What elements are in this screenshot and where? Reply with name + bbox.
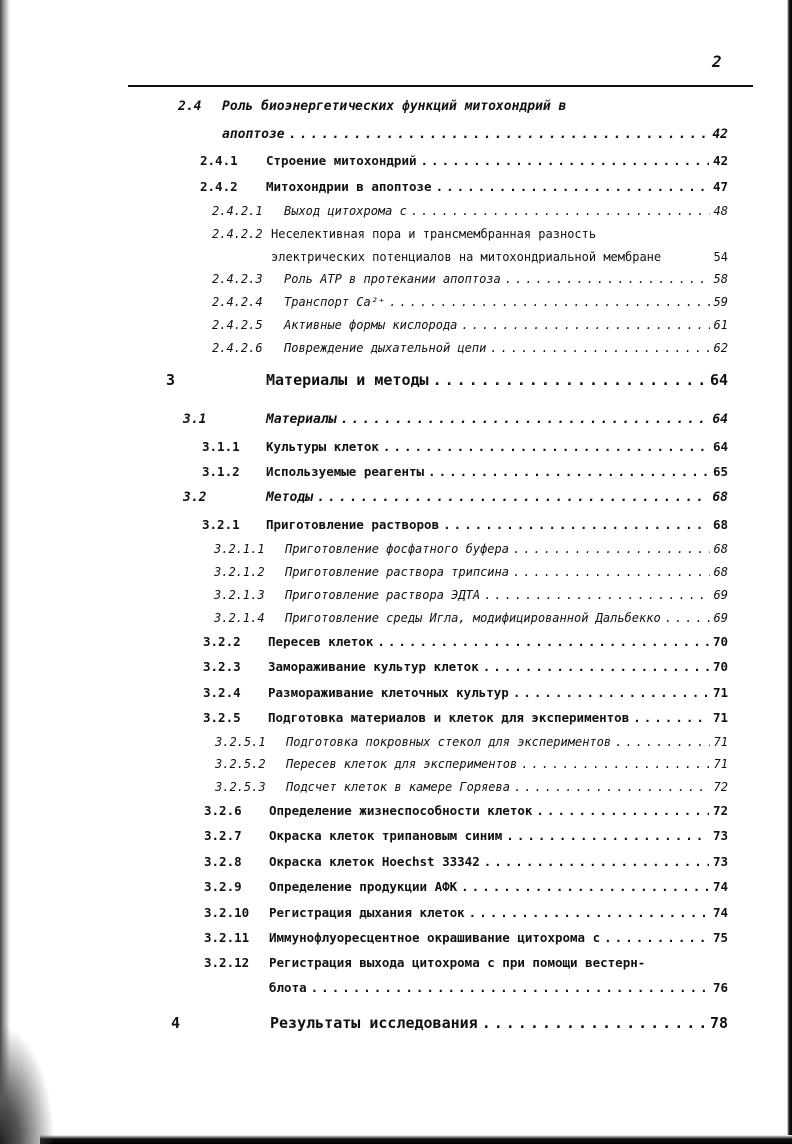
- toc-page: 42: [712, 153, 728, 168]
- toc-title: апоптозе: [222, 127, 285, 142]
- toc-number: 3.2.12: [204, 955, 250, 970]
- toc-page: 76: [712, 980, 728, 995]
- toc-number: 4: [171, 1014, 181, 1032]
- toc-page: 69: [713, 588, 728, 602]
- toc-title: Культуры клеток: [266, 439, 379, 454]
- toc-number: 3.2: [183, 490, 207, 505]
- toc-page: 73: [712, 854, 728, 869]
- toc-leader: [482, 1014, 706, 1032]
- toc-page: 62: [713, 341, 728, 355]
- toc-number: 3.2.4: [203, 685, 241, 700]
- toc-title: электрических потенциалов на митохондриальной мембране: [271, 250, 662, 264]
- toc-page: 72: [713, 780, 728, 794]
- toc-page: 54: [713, 250, 728, 264]
- toc-page: 68: [712, 490, 728, 505]
- toc-number: 2.4.2.3: [212, 272, 263, 286]
- toc-number: 2.4.2.6: [212, 341, 263, 355]
- toc-number: 2.4.2.2: [212, 227, 263, 241]
- toc-page: 70: [712, 659, 728, 674]
- toc-title: Используемые реагенты: [266, 464, 425, 479]
- toc-leader: [513, 565, 710, 579]
- toc-leader: [483, 659, 709, 674]
- toc-page: 68: [713, 565, 728, 579]
- toc-leader: [513, 685, 709, 700]
- page-number: 2: [712, 52, 722, 71]
- toc-title: Активные формы кислорода: [284, 318, 458, 332]
- toc-page: 65: [712, 464, 728, 479]
- toc-number: 3.2.5.3: [215, 780, 266, 794]
- toc-title: Приготовление фосфатного буфера: [285, 542, 509, 556]
- toc-leader: [514, 780, 710, 794]
- toc-title: Пересев клеток для экспериментов: [286, 757, 518, 771]
- toc-title: Подготовка покровных стекол для экспериментов: [286, 735, 612, 749]
- toc-number: 2.4.1: [200, 153, 238, 168]
- toc-number: 3.2.2: [203, 634, 241, 649]
- scan-right-edge: [787, 0, 792, 1144]
- toc-number: 3: [166, 371, 176, 389]
- toc-title: Подготовка материалов и клеток для экспериментов: [268, 710, 630, 725]
- toc-number: 3.2.5.2: [215, 757, 266, 771]
- toc-leader: [506, 828, 709, 843]
- toc-title: Приготовление раствора ЭДТА: [285, 588, 481, 602]
- toc-number: 3.1.1: [202, 439, 240, 454]
- toc-page: 64: [712, 439, 728, 454]
- toc-title: Выход цитохрома c: [284, 204, 407, 218]
- toc-number: 3.2.1.4: [214, 611, 265, 625]
- toc-title: Окраска клеток трипановым синим: [269, 828, 503, 843]
- toc-leader: [615, 735, 709, 749]
- toc-title: Замораживание культур клеток: [268, 659, 479, 674]
- toc-page: 48: [713, 204, 728, 218]
- toc-title: Повреждение дыхательной цепи: [284, 341, 487, 355]
- toc-leader: [383, 439, 709, 454]
- toc-leader: [289, 127, 709, 142]
- toc-title: Приготовление растворов: [266, 517, 440, 532]
- toc-title: Неселективная пора и трансмембранная разность: [271, 227, 597, 241]
- toc-title: Приготовление раствора трипсина: [285, 565, 509, 579]
- toc-page: 71: [713, 757, 728, 771]
- toc-page: 72: [712, 803, 728, 818]
- toc-title: Строение митохондрий: [266, 153, 417, 168]
- toc-title: Иммунофлуоресцентное окрашивание цитохрома c: [269, 930, 601, 945]
- toc-page: 68: [713, 542, 728, 556]
- toc-leader: [433, 371, 706, 389]
- toc-leader: [421, 153, 709, 168]
- toc-leader: [536, 803, 709, 818]
- toc-number: 3.2.1.2: [214, 565, 265, 579]
- toc-page: 64: [712, 412, 728, 427]
- toc-leader: [317, 490, 708, 505]
- toc-number: 3.2.7: [204, 828, 242, 843]
- toc-leader: [469, 905, 709, 920]
- scan-left-edge: [0, 0, 10, 1144]
- toc-title: Определение продукции АФК: [269, 879, 458, 894]
- toc-leader: [490, 341, 709, 355]
- toc-leader: [461, 879, 709, 894]
- toc-leader: [484, 854, 709, 869]
- toc-leader: [521, 757, 709, 771]
- toc-page: 68: [712, 517, 728, 532]
- toc-leader: [411, 204, 710, 218]
- toc-number: 2.4: [178, 99, 202, 114]
- toc-title: Окраска клеток Hoechst 33342: [269, 854, 480, 869]
- toc-title: Транспорт Ca²⁺: [284, 295, 386, 309]
- toc-number: 3.2.1.1: [214, 542, 265, 556]
- toc-title: Результаты исследования: [270, 1014, 478, 1032]
- toc-number: 2.4.2: [200, 179, 238, 194]
- toc-number: 3.2.1: [202, 517, 240, 532]
- toc-title: Приготовление среды Игла, модифицированной Дальбекко: [285, 611, 661, 625]
- toc-number: 3.2.6: [204, 803, 242, 818]
- toc-title: Регистрация дыхания клеток: [269, 905, 465, 920]
- toc-number: 2.4.2.5: [212, 318, 263, 332]
- toc-leader: [484, 588, 709, 602]
- toc-page: 74: [712, 879, 728, 894]
- toc-page: 73: [712, 828, 728, 843]
- scan-corner-shadow: [0, 1024, 55, 1144]
- toc-number: 2.4.2.1: [212, 204, 263, 218]
- toc-leader: [505, 272, 710, 286]
- toc-leader: [665, 611, 710, 625]
- toc-leader: [513, 542, 710, 556]
- toc-number: 3.2.5: [203, 710, 241, 725]
- toc-page: 71: [712, 710, 728, 725]
- toc-title: Материалы и методы: [266, 371, 429, 389]
- toc-page: 75: [712, 930, 728, 945]
- toc-page: 58: [713, 272, 728, 286]
- toc-title: блота: [269, 980, 307, 995]
- toc-number: 3.2.11: [204, 930, 250, 945]
- toc-page: 70: [712, 634, 728, 649]
- toc-number: 3.2.8: [204, 854, 242, 869]
- toc-leader: [436, 179, 709, 194]
- toc-page: 71: [713, 735, 728, 749]
- toc-number: 3.2.3: [203, 659, 241, 674]
- toc-leader: [428, 464, 709, 479]
- toc-leader: [389, 295, 709, 309]
- toc-leader: [311, 980, 709, 995]
- toc-number: 3.2.1.3: [214, 588, 265, 602]
- toc-leader: [461, 318, 709, 332]
- toc-title: Подсчет клеток в камере Горяева: [286, 780, 510, 794]
- toc-number: 3.1: [183, 412, 207, 427]
- toc-title: Регистрация выхода цитохрома c при помощи вестерн-: [269, 955, 646, 970]
- toc-leader: [604, 930, 709, 945]
- toc-title: Методы: [266, 490, 313, 505]
- toc-title: Митохондрии в апоптозе: [266, 179, 432, 194]
- toc-title: Роль ATP в протекании апоптоза: [284, 272, 501, 286]
- toc-title: Размораживание клеточных культур: [268, 685, 509, 700]
- toc-title: Пересев клеток: [268, 634, 374, 649]
- toc-number: 3.2.5.1: [215, 735, 266, 749]
- scan-bottom-edge: [40, 1135, 792, 1144]
- toc-title: Определение жизнеспособности клеток: [269, 803, 533, 818]
- header-rule: [128, 85, 753, 87]
- toc-page: 59: [713, 295, 728, 309]
- toc-number: 3.2.10: [204, 905, 250, 920]
- toc-page: 71: [712, 685, 728, 700]
- toc-leader: [340, 412, 708, 427]
- toc-page: 42: [712, 127, 728, 142]
- toc-page: 47: [712, 179, 728, 194]
- toc-page: 69: [713, 611, 728, 625]
- toc-number: 2.4.2.4: [212, 295, 263, 309]
- toc-title: Материалы: [266, 412, 337, 427]
- toc-title: Роль биоэнергетических функций митохондрий в: [222, 99, 567, 114]
- toc-page: 61: [713, 318, 728, 332]
- toc-leader: [377, 634, 709, 649]
- toc-page: 74: [712, 905, 728, 920]
- toc-leader: [633, 710, 709, 725]
- toc-number: 3.2.9: [204, 879, 242, 894]
- toc-page: 64: [709, 371, 728, 389]
- toc-page: 78: [709, 1014, 728, 1032]
- toc-number: 3.1.2: [202, 464, 240, 479]
- toc-leader: [443, 517, 709, 532]
